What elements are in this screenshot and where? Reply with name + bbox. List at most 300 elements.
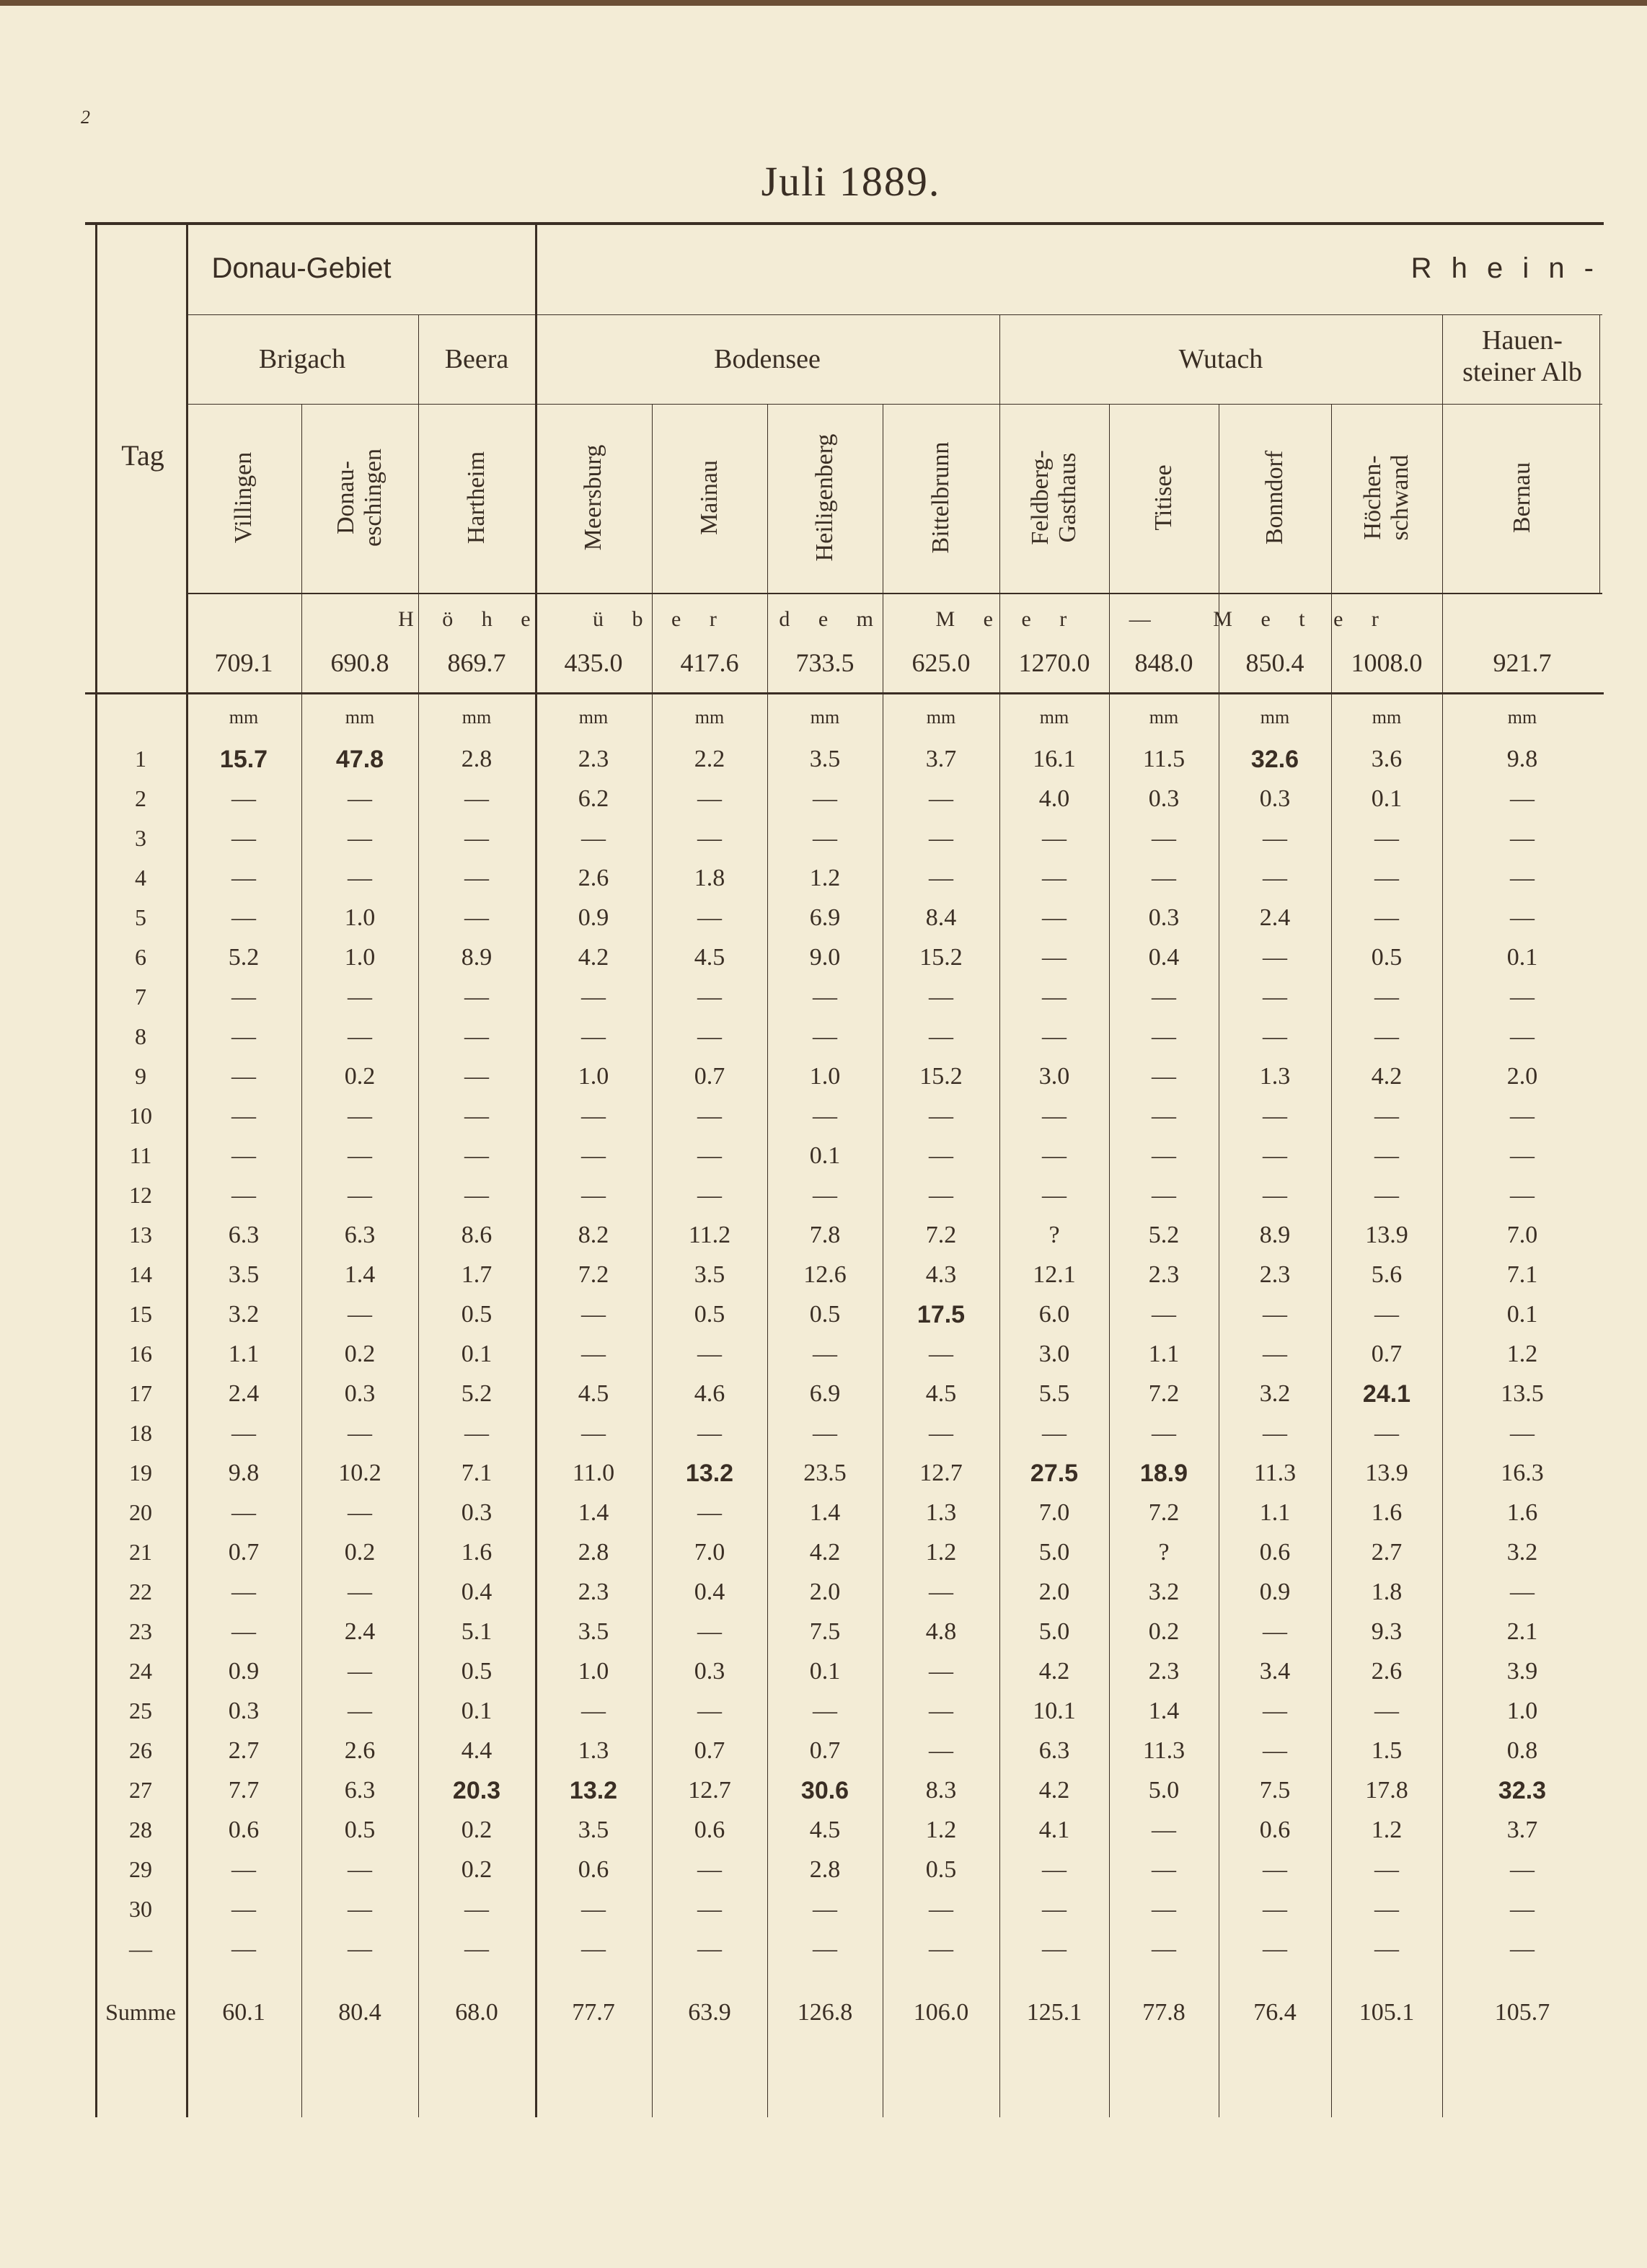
sum-value-7: 106.0: [913, 1999, 969, 2026]
day-label: 18: [129, 1420, 152, 1446]
table-cell: 15.2: [919, 944, 963, 971]
table-cell: —: [1152, 1936, 1176, 1962]
table-cell: 4.8: [925, 1618, 957, 1645]
table-cell: —: [581, 1142, 606, 1169]
table-cell: 4.5: [578, 1380, 609, 1407]
unit-label-11: mm: [1372, 707, 1402, 728]
table-cell: —: [929, 1579, 953, 1605]
station-name-3: Hartheim: [463, 451, 490, 544]
table-cell: 5.2: [461, 1380, 493, 1407]
table-cell: 6.3: [228, 1222, 260, 1248]
header-rule-2: [186, 404, 1602, 405]
table-cell: 32.6: [1250, 746, 1299, 773]
table-cell: —: [581, 1698, 606, 1724]
table-cell: —: [1510, 1182, 1535, 1209]
table-cell: —: [1374, 1420, 1399, 1447]
table-cell: 15.2: [919, 1063, 963, 1090]
elevation-caption: H ö h e ü b e r d e m M e e r — M e t e r: [398, 607, 1390, 631]
table-cell: —: [1263, 1856, 1287, 1883]
table-cell: —: [1263, 825, 1287, 852]
table-cell: 5.6: [1371, 1261, 1403, 1288]
table-cell: —: [231, 1142, 256, 1169]
table-cell: —: [1042, 1103, 1067, 1129]
page-title: Juli 1889.: [761, 158, 941, 205]
table-cell: —: [697, 1182, 722, 1209]
table-cell: —: [1152, 984, 1176, 1010]
table-cell: 1.0: [809, 1063, 841, 1090]
table-cell: 8.2: [578, 1222, 609, 1248]
table-cell: 4.5: [925, 1380, 957, 1407]
table-cell: 9.3: [1371, 1618, 1403, 1645]
table-cell: 2.0: [809, 1579, 841, 1605]
table-cell: 2.7: [228, 1737, 260, 1764]
unit-label-3: mm: [462, 707, 492, 728]
table-cell: 3.5: [578, 1618, 609, 1645]
table-cell: 1.0: [578, 1063, 609, 1090]
table-cell: —: [1263, 1182, 1287, 1209]
table-cell: 0.3: [228, 1698, 260, 1724]
table-cell: —: [231, 1063, 256, 1090]
table-cell: 47.8: [335, 746, 384, 773]
table-cell: 0.7: [694, 1737, 725, 1764]
table-cell: —: [348, 1936, 372, 1962]
table-cell: 10.1: [1033, 1698, 1076, 1724]
table-cell: —: [697, 1856, 722, 1883]
table-cell: —: [1042, 1856, 1067, 1883]
table-cell: 12.1: [1033, 1261, 1076, 1288]
table-cell: 1.2: [1371, 1817, 1403, 1843]
table-cell: —: [348, 1698, 372, 1724]
table-cell: 12.7: [919, 1460, 963, 1486]
table-cell: 3.4: [1259, 1658, 1291, 1685]
table-cell: 2.0: [1506, 1063, 1538, 1090]
table-cell: 0.2: [344, 1063, 376, 1090]
table-cell: 0.7: [694, 1063, 725, 1090]
table-cell: —: [464, 1420, 489, 1447]
table-cell: —: [697, 1023, 722, 1050]
table-cell: —: [1263, 944, 1287, 971]
beera-label: Beera: [444, 344, 509, 374]
table-cell: —: [348, 1499, 372, 1526]
table-cell: 0.3: [344, 1380, 376, 1407]
table-cell: 0.3: [694, 1658, 725, 1685]
unit-label-2: mm: [345, 707, 375, 728]
unit-label-4: mm: [578, 707, 609, 728]
station-name-1: Villingen: [230, 451, 257, 544]
table-cell: 1.0: [344, 904, 376, 931]
table-cell: —: [1374, 1698, 1399, 1724]
table-cell: —: [1374, 984, 1399, 1010]
table-cell: 9.0: [809, 944, 841, 971]
table-cell: 3.7: [925, 746, 957, 772]
sum-label: Summe: [105, 1999, 176, 2025]
column-line-3: [418, 314, 419, 2117]
table-cell: 1.3: [925, 1499, 957, 1526]
table-cell: 0.5: [344, 1817, 376, 1843]
table-cell: 1.1: [228, 1341, 260, 1367]
table-cell: —: [581, 825, 606, 852]
day-label: 13: [129, 1222, 152, 1248]
table-cell: —: [697, 1499, 722, 1526]
sum-value-3: 68.0: [455, 1999, 498, 2026]
table-cell: —: [1374, 1182, 1399, 1209]
table-cell: —: [697, 984, 722, 1010]
table-cell: —: [581, 984, 606, 1010]
table-cell: —: [1152, 1856, 1176, 1883]
table-cell: —: [1152, 1182, 1176, 1209]
table-cell: 4.0: [1038, 785, 1070, 812]
table-cell: —: [697, 1618, 722, 1645]
table-cell: 2.3: [1148, 1261, 1180, 1288]
table-cell: 2.3: [1148, 1658, 1180, 1685]
sum-value-12: 105.7: [1494, 1999, 1550, 2026]
table-cell: —: [1263, 865, 1287, 891]
table-cell: —: [348, 1142, 372, 1169]
station-elevation-3: 869.7: [447, 648, 506, 677]
table-cell: 7.5: [809, 1618, 841, 1645]
table-cell: 0.2: [1148, 1618, 1180, 1645]
table-cell: 11.3: [1253, 1460, 1297, 1486]
table-cell: —: [581, 1182, 606, 1209]
table-cell: 1.0: [578, 1658, 609, 1685]
table-cell: —: [813, 984, 837, 1010]
table-cell: —: [929, 1341, 953, 1367]
table-cell: 0.1: [809, 1142, 841, 1169]
table-cell: —: [929, 1737, 953, 1764]
table-cell: 30.6: [800, 1777, 849, 1804]
table-cell: —: [929, 984, 953, 1010]
station-elevation-11: 1008.0: [1351, 648, 1423, 677]
table-cell: —: [1152, 865, 1176, 891]
table-cell: 4.2: [578, 944, 609, 971]
table-cell: 6.2: [578, 785, 609, 812]
station-name-9: Titisee: [1150, 464, 1177, 531]
table-cell: 0.9: [228, 1658, 260, 1685]
table-cell: 24.1: [1362, 1380, 1411, 1408]
table-cell: 8.9: [1259, 1222, 1291, 1248]
table-cell: —: [464, 1936, 489, 1962]
table-cell: 1.4: [344, 1261, 376, 1288]
table-cell: 7.8: [809, 1222, 841, 1248]
table-cell: 2.6: [578, 865, 609, 891]
table-cell: 13.5: [1501, 1380, 1544, 1407]
table-cell: —: [581, 1023, 606, 1050]
day-label: 10: [129, 1103, 152, 1129]
table-cell: 2.6: [344, 1737, 376, 1764]
table-cell: 1.2: [925, 1817, 957, 1843]
station-name-12: Bernau: [1509, 462, 1535, 534]
table-cell: 8.4: [925, 904, 957, 931]
table-cell: 1.4: [1148, 1698, 1180, 1724]
table-cell: 7.1: [1506, 1261, 1538, 1288]
table-cell: —: [581, 1301, 606, 1328]
wutach-label: Wutach: [1178, 344, 1263, 374]
day-label: 12: [129, 1182, 152, 1208]
table-cell: 27.5: [1030, 1460, 1079, 1487]
day-label: 1: [135, 746, 146, 772]
table-cell: —: [813, 1896, 837, 1923]
table-cell: —: [697, 825, 722, 852]
table-cell: 13.2: [569, 1777, 618, 1804]
table-cell: 5.1: [461, 1618, 493, 1645]
table-cell: —: [1510, 984, 1535, 1010]
table-cell: 20.3: [452, 1777, 501, 1804]
table-cell: 1.1: [1259, 1499, 1291, 1526]
table-cell: 0.5: [809, 1301, 841, 1328]
table-cell: 0.5: [461, 1301, 493, 1328]
table-cell: —: [1510, 1579, 1535, 1605]
table-cell: 1.0: [1506, 1698, 1538, 1724]
table-cell: 0.7: [1371, 1341, 1403, 1367]
table-cell: —: [464, 1103, 489, 1129]
table-cell: —: [813, 1420, 837, 1447]
table-cell: 5.0: [1148, 1777, 1180, 1804]
table-cell: 5.2: [228, 944, 260, 971]
table-cell: 6.3: [344, 1777, 376, 1804]
table-cell: —: [1263, 1023, 1287, 1050]
top-border: [0, 0, 1647, 6]
table-cell: 7.0: [1038, 1499, 1070, 1526]
table-cell: 5.0: [1038, 1539, 1070, 1566]
table-cell: —: [581, 1341, 606, 1367]
day-label: 19: [129, 1460, 152, 1486]
table-cell: —: [1042, 944, 1067, 971]
table-cell: 9.8: [228, 1460, 260, 1486]
table-cell: 0.1: [461, 1341, 493, 1367]
table-cell: 4.2: [1371, 1063, 1403, 1090]
table-cell: 4.2: [809, 1539, 841, 1566]
station-elevation-12: 921.7: [1493, 648, 1552, 677]
unit-label-1: mm: [229, 707, 259, 728]
table-cell: 7.7: [228, 1777, 260, 1804]
precipitation-table: [85, 222, 1604, 2117]
table-cell: —: [1042, 825, 1067, 852]
table-cell: 0.9: [1259, 1579, 1291, 1605]
table-cell: —: [697, 1936, 722, 1962]
header-rule-1: [186, 314, 1602, 315]
table-cell: —: [1042, 1896, 1067, 1923]
table-cell: 11.0: [572, 1460, 615, 1486]
column-line-12: [1442, 314, 1443, 2117]
table-cell: —: [1263, 1301, 1287, 1328]
table-cell: —: [348, 1182, 372, 1209]
table-cell: —: [697, 1896, 722, 1923]
table-cell: —: [464, 865, 489, 891]
table-cell: —: [1510, 865, 1535, 891]
table-cell: 8.6: [461, 1222, 493, 1248]
table-cell: 1.4: [578, 1499, 609, 1526]
table-cell: —: [464, 984, 489, 1010]
table-cell: —: [1263, 1341, 1287, 1367]
table-cell: 0.2: [461, 1817, 493, 1843]
table-cell: —: [697, 1420, 722, 1447]
table-cell: 1.8: [694, 865, 725, 891]
table-cell: 5.5: [1038, 1380, 1070, 1407]
table-cell: 7.5: [1259, 1777, 1291, 1804]
table-cell: —: [1042, 1420, 1067, 1447]
sum-value-6: 126.8: [797, 1999, 853, 2026]
table-cell: —: [348, 785, 372, 812]
table-cell: 0.1: [809, 1658, 841, 1685]
table-cell: —: [1152, 1023, 1176, 1050]
table-cell: 3.0: [1038, 1063, 1070, 1090]
column-line-8: [999, 314, 1000, 2117]
table-cell: 2.3: [578, 746, 609, 772]
table-cell: 1.4: [809, 1499, 841, 1526]
table-cell: 4.5: [694, 944, 725, 971]
table-cell: 7.0: [1506, 1222, 1538, 1248]
table-cell: —: [1263, 1142, 1287, 1169]
table-cell: 3.5: [228, 1261, 260, 1288]
sum-value-1: 60.1: [222, 1999, 265, 2026]
table-cell: 2.0: [1038, 1579, 1070, 1605]
station-elevation-8: 1270.0: [1018, 648, 1090, 677]
day-label: 7: [135, 984, 146, 1010]
table-cell: —: [1374, 904, 1399, 931]
table-cell: 0.1: [1371, 785, 1403, 812]
table-cell: —: [697, 1103, 722, 1129]
table-cell: —: [231, 1023, 256, 1050]
table-cell: —: [348, 1301, 372, 1328]
table-cell: 8.3: [925, 1777, 957, 1804]
table-cell: 3.5: [809, 746, 841, 772]
day-label: 11: [129, 1142, 152, 1168]
table-cell: 18.9: [1139, 1460, 1188, 1487]
station-name-8: Feldberg- Gasthaus: [1027, 450, 1081, 545]
table-cell: 3.6: [1371, 746, 1403, 772]
day-label: 6: [135, 944, 146, 970]
table-cell: —: [1152, 1063, 1176, 1090]
table-cell: —: [1374, 1856, 1399, 1883]
table-cell: —: [1152, 1420, 1176, 1447]
station-name-5: Mainau: [696, 460, 723, 535]
table-cell: 4.2: [1038, 1777, 1070, 1804]
station-name-10: Bonndorf: [1261, 450, 1288, 545]
table-cell: —: [1263, 1896, 1287, 1923]
table-cell: 1.2: [925, 1539, 957, 1566]
table-cell: 3.7: [1506, 1817, 1538, 1843]
table-cell: 0.5: [694, 1301, 725, 1328]
station-name-11: Höchen- schwand: [1359, 454, 1413, 541]
day-label: 22: [129, 1579, 152, 1605]
table-cell: —: [1374, 1023, 1399, 1050]
table-cell: —: [1152, 1817, 1176, 1843]
table-cell: —: [348, 1023, 372, 1050]
table-cell: —: [231, 825, 256, 852]
table-cell: 0.4: [461, 1579, 493, 1605]
table-cell: —: [1042, 1023, 1067, 1050]
table-cell: —: [813, 1023, 837, 1050]
table-cell: —: [929, 1023, 953, 1050]
day-label: 29: [129, 1856, 152, 1882]
table-cell: —: [231, 1618, 256, 1645]
table-cell: —: [813, 825, 837, 852]
table-cell: —: [1510, 1023, 1535, 1050]
table-cell: 3.2: [1506, 1539, 1538, 1566]
day-label: 15: [129, 1301, 152, 1327]
table-cell: 2.8: [809, 1856, 841, 1883]
table-cell: —: [697, 1698, 722, 1724]
table-cell: 12.7: [688, 1777, 731, 1804]
station-elevation-10: 850.4: [1245, 648, 1304, 677]
table-cell: 4.5: [809, 1817, 841, 1843]
table-cell: —: [1510, 785, 1535, 812]
table-cell: —: [1374, 1896, 1399, 1923]
table-cell: 6.3: [1038, 1737, 1070, 1764]
table-cell: —: [813, 1341, 837, 1367]
table-cell: —: [464, 1142, 489, 1169]
table-cell: —: [348, 1896, 372, 1923]
table-cell: 0.5: [925, 1856, 957, 1883]
sum-value-11: 105.1: [1359, 1999, 1415, 2026]
table-cell: —: [929, 1658, 953, 1685]
table-cell: —: [1042, 865, 1067, 891]
table-cell: —: [231, 1420, 256, 1447]
table-cell: —: [464, 1023, 489, 1050]
rhein-label: R h e i n -: [1410, 252, 1599, 284]
table-cell: 0.9: [578, 904, 609, 931]
table-cell: —: [929, 1182, 953, 1209]
table-cell: 12.6: [803, 1261, 847, 1288]
day-label: 20: [129, 1499, 152, 1525]
table-cell: 6.9: [809, 1380, 841, 1407]
table-cell: 4.4: [461, 1737, 493, 1764]
table-cell: —: [1042, 1182, 1067, 1209]
sum-value-5: 63.9: [688, 1999, 731, 2026]
table-cell: 15.7: [219, 746, 268, 773]
table-cell: —: [464, 1063, 489, 1090]
table-cell: —: [1374, 1301, 1399, 1328]
table-cell: 0.3: [1259, 785, 1291, 812]
table-cell: 2.2: [694, 746, 725, 772]
table-cell: —: [929, 1936, 953, 1962]
table-cell: —: [1152, 1301, 1176, 1328]
table-cell: 3.2: [1148, 1579, 1180, 1605]
table-cell: —: [1510, 904, 1535, 931]
table-cell: —: [581, 1420, 606, 1447]
hauensteiner-alb-label: Hauen- steiner Alb: [1462, 325, 1582, 387]
table-cell: 1.6: [1506, 1499, 1538, 1526]
table-cell: —: [1374, 1103, 1399, 1129]
station-elevation-6: 733.5: [795, 648, 855, 677]
day-label: 17: [129, 1380, 152, 1406]
station-name-4: Meersburg: [580, 444, 606, 551]
table-cell: 0.1: [1506, 944, 1538, 971]
table-cell: 3.0: [1038, 1341, 1070, 1367]
table-cell: —: [1263, 1698, 1287, 1724]
table-cell: 4.3: [925, 1261, 957, 1288]
table-cell: —: [1510, 1103, 1535, 1129]
table-cell: 0.6: [694, 1817, 725, 1843]
table-cell: 3.5: [578, 1817, 609, 1843]
table-cell: —: [813, 1698, 837, 1724]
table-cell: —: [348, 1658, 372, 1685]
table-cell: 17.8: [1365, 1777, 1408, 1804]
table-cell: —: [231, 1103, 256, 1129]
table-cell: 7.0: [694, 1539, 725, 1566]
sum-value-9: 77.8: [1142, 1999, 1185, 2026]
table-cell: —: [929, 785, 953, 812]
sum-value-10: 76.4: [1253, 1999, 1297, 2026]
table-cell: 9.8: [1506, 746, 1538, 772]
table-cell: —: [581, 1103, 606, 1129]
table-cell: —: [231, 1856, 256, 1883]
table-cell: 13.2: [685, 1460, 734, 1487]
day-label: 21: [129, 1539, 152, 1565]
donau-gebiet-label: Donau-Gebiet: [211, 252, 392, 284]
table-cell: 0.6: [228, 1817, 260, 1843]
station-name-2: Donau- eschingen: [332, 449, 387, 547]
